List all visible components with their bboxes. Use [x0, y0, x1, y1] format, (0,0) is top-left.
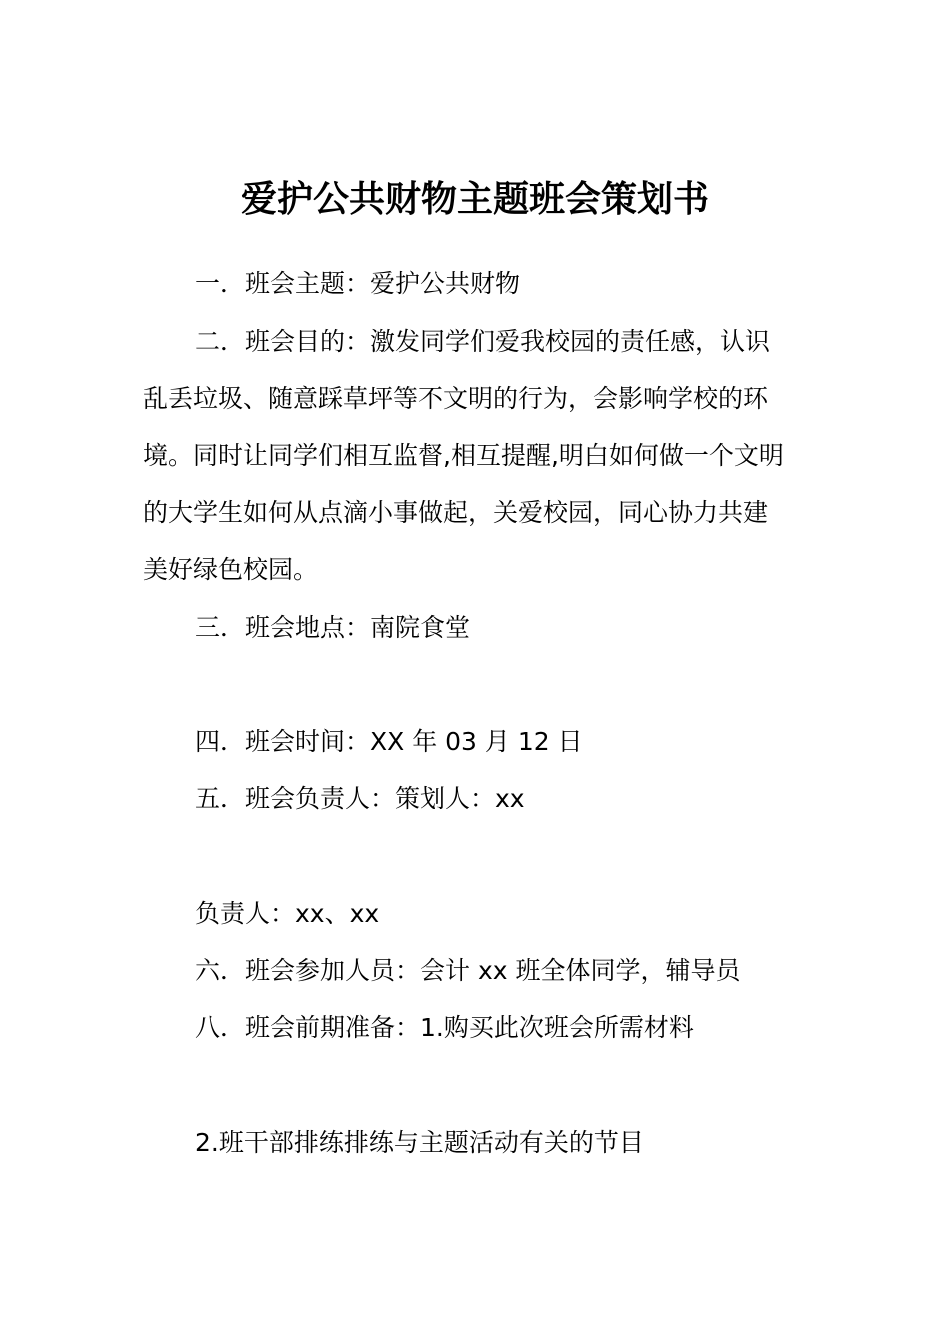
purpose-line-5: 美好绿色校园。 — [143, 555, 319, 584]
preparation-line-2: 2.班干部排练排练与主题活动有关的节目 — [195, 1128, 644, 1157]
purpose-line-4: 的大学生如何从点滴小事做起，关爱校园，同心协力共建 — [143, 498, 769, 527]
theme-line: 一．班会主题：爱护公共财物 — [195, 269, 521, 298]
document-title: 爱护公共财物主题班会策划书 — [240, 179, 709, 220]
purpose-line-3: 境。同时让同学们相互监督,相互提醒,明白如何做一个文明 — [143, 441, 784, 470]
responsible-line: 负责人：xx、xx — [195, 899, 380, 928]
location-line: 三．班会地点：南院食堂 — [195, 613, 471, 642]
purpose-line-2: 乱丢垃圾、随意踩草坪等不文明的行为，会影响学校的环 — [143, 384, 769, 413]
purpose-line-1: 二．班会目的：激发同学们爱我校园的责任感，认识 — [195, 327, 771, 356]
participants-line: 六．班会参加人员：会计 xx 班全体同学，辅导员 — [195, 956, 741, 985]
preparation-line-1: 八．班会前期准备：1.购买此次班会所需材料 — [195, 1013, 694, 1042]
planner-line: 五．班会负责人：策划人：xx — [195, 784, 525, 813]
time-line: 四．班会时间：XX 年 03 月 12 日 — [195, 727, 583, 756]
